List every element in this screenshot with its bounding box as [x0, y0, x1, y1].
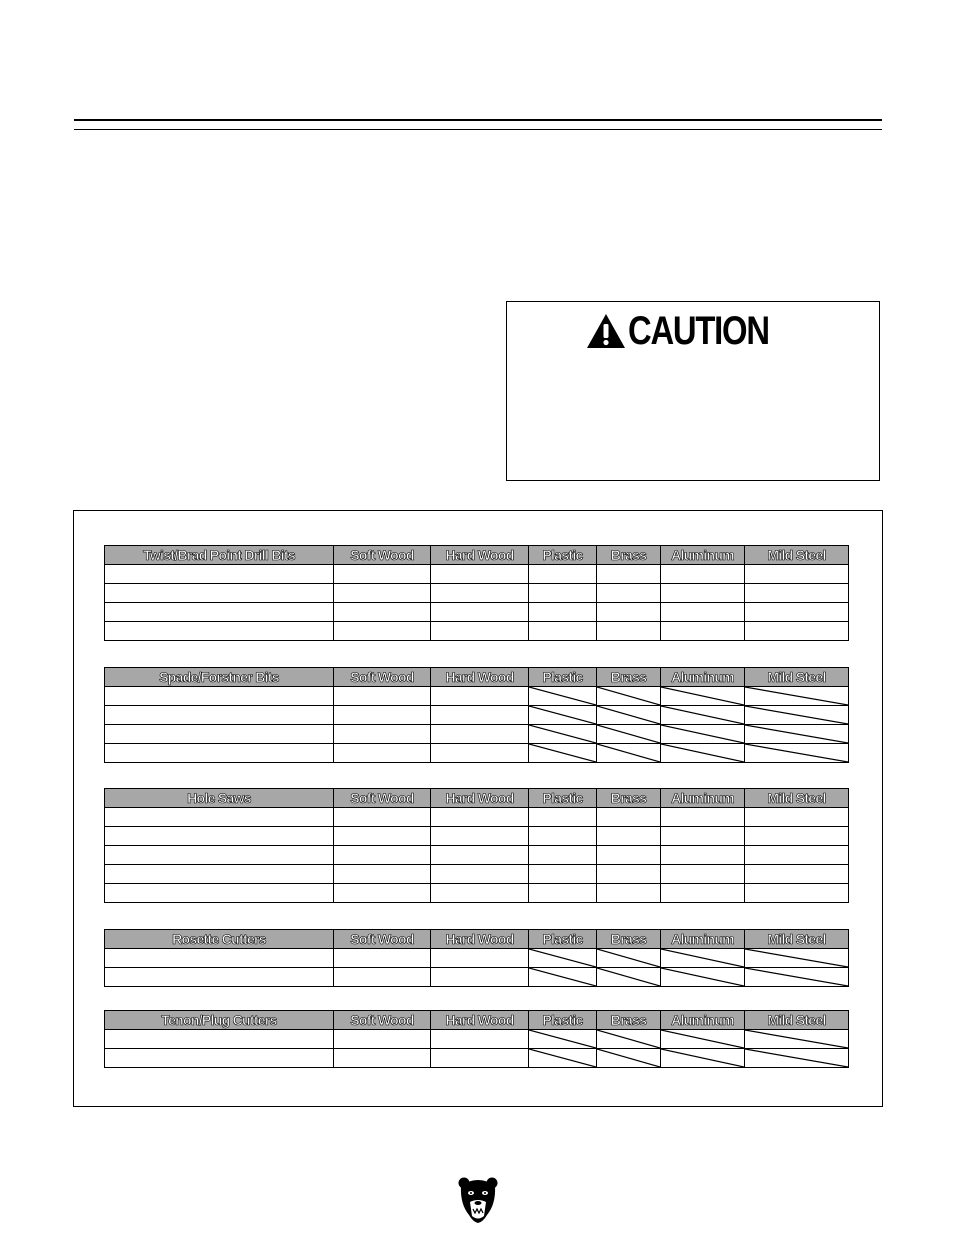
- speed-cell: [597, 865, 661, 884]
- slash-mark: [745, 687, 848, 705]
- speed-cell: [334, 884, 431, 903]
- col-header-mild-steel: Mild Steel: [745, 668, 849, 687]
- not-applicable-cell: [745, 1049, 849, 1068]
- col-header-hard-wood: Hard Wood: [431, 1011, 529, 1030]
- col-header-aluminum: Aluminum: [661, 930, 745, 949]
- table-header-row: [105, 1011, 849, 1030]
- speed-cell: [431, 706, 529, 725]
- col-header-aluminum: Aluminum: [661, 546, 745, 565]
- header-rule-thin: [74, 129, 882, 130]
- size-cell: [105, 603, 334, 622]
- speed-cell: [529, 827, 597, 846]
- not-applicable-cell: [529, 687, 597, 706]
- speed-cell: [529, 565, 597, 584]
- table-row: [105, 1030, 849, 1049]
- table-row: [105, 949, 849, 968]
- not-applicable-cell: [597, 706, 661, 725]
- slash-mark: [661, 687, 744, 705]
- size-cell: [105, 622, 334, 641]
- slash-mark: [661, 725, 744, 743]
- size-cell: [105, 565, 334, 584]
- col-header-brass: Brass: [597, 668, 661, 687]
- slash-mark: [529, 1049, 596, 1067]
- slash-mark: [529, 949, 596, 967]
- table-row: [105, 846, 849, 865]
- speed-cell: [661, 584, 745, 603]
- speed-cell: [334, 622, 431, 641]
- col-header-mild-steel: Mild Steel: [745, 789, 849, 808]
- slash-mark: [597, 725, 660, 743]
- speed-cell: [431, 744, 529, 763]
- not-applicable-cell: [529, 1049, 597, 1068]
- not-applicable-cell: [745, 949, 849, 968]
- size-cell: [105, 1049, 334, 1068]
- not-applicable-cell: [661, 968, 745, 987]
- slash-mark: [597, 968, 660, 986]
- table-row: [105, 1049, 849, 1068]
- table-header-row: [105, 930, 849, 949]
- speed-cell: [661, 865, 745, 884]
- speed-cell: [597, 622, 661, 641]
- col-header-soft-wood: Soft Wood: [334, 668, 431, 687]
- not-applicable-cell: [745, 744, 849, 763]
- col-header-hard-wood: Hard Wood: [431, 546, 529, 565]
- speed-table-rosette-cutters: [104, 929, 849, 987]
- speed-cell: [597, 584, 661, 603]
- slash-mark: [597, 1030, 660, 1048]
- bear-head-logo: [457, 1176, 499, 1224]
- size-cell: [105, 687, 334, 706]
- speed-cell: [597, 565, 661, 584]
- slash-mark: [661, 706, 744, 724]
- size-cell: [105, 725, 334, 744]
- speed-cell: [529, 622, 597, 641]
- slash-mark: [661, 1030, 744, 1048]
- tool-header: Rosette Cutters: [105, 930, 334, 949]
- not-applicable-cell: [745, 687, 849, 706]
- col-header-plastic: Plastic: [529, 668, 597, 687]
- slash-mark: [745, 744, 848, 762]
- table-row: [105, 706, 849, 725]
- slash-mark: [661, 968, 744, 986]
- not-applicable-cell: [661, 687, 745, 706]
- not-applicable-cell: [529, 725, 597, 744]
- not-applicable-cell: [597, 968, 661, 987]
- speed-cell: [745, 865, 849, 884]
- speed-cell: [661, 884, 745, 903]
- table-row: [105, 725, 849, 744]
- table-row: [105, 744, 849, 763]
- speed-cell: [334, 827, 431, 846]
- size-cell: [105, 968, 334, 987]
- speed-cell: [334, 725, 431, 744]
- slash-mark: [745, 968, 848, 986]
- col-header-plastic: Plastic: [529, 546, 597, 565]
- col-header-hard-wood: Hard Wood: [431, 789, 529, 808]
- speed-cell: [334, 744, 431, 763]
- table-row: [105, 584, 849, 603]
- size-cell: [105, 865, 334, 884]
- not-applicable-cell: [597, 687, 661, 706]
- speed-cell: [661, 603, 745, 622]
- not-applicable-cell: [597, 1049, 661, 1068]
- col-header-brass: Brass: [597, 1011, 661, 1030]
- table-row: [105, 565, 849, 584]
- col-header-hard-wood: Hard Wood: [431, 668, 529, 687]
- speed-cell: [334, 565, 431, 584]
- speed-cell: [529, 603, 597, 622]
- table-row: [105, 884, 849, 903]
- not-applicable-cell: [745, 706, 849, 725]
- col-header-plastic: Plastic: [529, 930, 597, 949]
- speed-cell: [334, 865, 431, 884]
- not-applicable-cell: [529, 706, 597, 725]
- speed-table-twist-brad: [104, 545, 849, 641]
- tool-header: Twist/Brad Point Drill Bits: [105, 546, 334, 565]
- col-header-aluminum: Aluminum: [661, 668, 745, 687]
- table-header-row: [105, 668, 849, 687]
- slash-mark: [661, 744, 744, 762]
- speed-table-tenon-plug-cutters: [104, 1010, 849, 1068]
- size-cell: [105, 584, 334, 603]
- not-applicable-cell: [597, 1030, 661, 1049]
- speed-cell: [745, 884, 849, 903]
- col-header-brass: Brass: [597, 930, 661, 949]
- tool-header: Spade/Forstner Bits: [105, 668, 334, 687]
- speed-cell: [597, 827, 661, 846]
- table-row: [105, 968, 849, 987]
- slash-mark: [529, 968, 596, 986]
- speed-cell: [745, 603, 849, 622]
- speed-cell: [431, 846, 529, 865]
- not-applicable-cell: [529, 1030, 597, 1049]
- speed-cell: [745, 827, 849, 846]
- speed-cell: [661, 808, 745, 827]
- speed-cell: [529, 846, 597, 865]
- speed-cell: [745, 808, 849, 827]
- speed-cell: [334, 949, 431, 968]
- speed-cell: [745, 846, 849, 865]
- slash-mark: [745, 1030, 848, 1048]
- caution-label: CAUTION: [628, 309, 769, 353]
- speed-cell: [529, 884, 597, 903]
- speed-cell: [334, 584, 431, 603]
- size-cell: [105, 846, 334, 865]
- speed-cell: [661, 565, 745, 584]
- slash-mark: [529, 687, 596, 705]
- not-applicable-cell: [745, 1030, 849, 1049]
- speed-cell: [661, 827, 745, 846]
- table-row: [105, 865, 849, 884]
- speed-cell: [334, 1030, 431, 1049]
- slash-mark: [597, 744, 660, 762]
- speed-cell: [431, 884, 529, 903]
- size-cell: [105, 744, 334, 763]
- col-header-mild-steel: Mild Steel: [745, 546, 849, 565]
- speed-cell: [745, 565, 849, 584]
- col-header-plastic: Plastic: [529, 1011, 597, 1030]
- speed-cell: [334, 687, 431, 706]
- slash-mark: [745, 1049, 848, 1067]
- size-cell: [105, 949, 334, 968]
- speed-cell: [334, 603, 431, 622]
- speed-cell: [334, 808, 431, 827]
- col-header-soft-wood: Soft Wood: [334, 789, 431, 808]
- not-applicable-cell: [597, 744, 661, 763]
- speed-cell: [334, 706, 431, 725]
- slash-mark: [661, 1049, 744, 1067]
- speed-cell: [661, 846, 745, 865]
- speed-cell: [431, 725, 529, 744]
- slash-mark: [529, 706, 596, 724]
- speed-cell: [661, 622, 745, 641]
- speed-cell: [529, 865, 597, 884]
- size-cell: [105, 884, 334, 903]
- table-row: [105, 622, 849, 641]
- slash-mark: [745, 725, 848, 743]
- col-header-hard-wood: Hard Wood: [431, 930, 529, 949]
- slash-mark: [597, 687, 660, 705]
- table-header-row: [105, 789, 849, 808]
- col-header-mild-steel: Mild Steel: [745, 1011, 849, 1030]
- speed-cell: [745, 584, 849, 603]
- not-applicable-cell: [529, 744, 597, 763]
- table-row: [105, 827, 849, 846]
- speed-cell: [431, 622, 529, 641]
- slash-mark: [529, 1030, 596, 1048]
- table-header-row: [105, 546, 849, 565]
- slash-mark: [597, 706, 660, 724]
- not-applicable-cell: [661, 949, 745, 968]
- col-header-brass: Brass: [597, 789, 661, 808]
- not-applicable-cell: [597, 725, 661, 744]
- speed-cell: [431, 808, 529, 827]
- caution-box: [506, 301, 880, 481]
- col-header-aluminum: Aluminum: [661, 1011, 745, 1030]
- col-header-soft-wood: Soft Wood: [334, 1011, 431, 1030]
- slash-mark: [529, 744, 596, 762]
- speed-cell: [431, 687, 529, 706]
- header-rule-thick: [74, 119, 882, 121]
- caution-header: [507, 310, 879, 352]
- warning-triangle-icon: [586, 313, 626, 349]
- size-cell: [105, 706, 334, 725]
- size-cell: [105, 1030, 334, 1049]
- slash-mark: [597, 1049, 660, 1067]
- not-applicable-cell: [745, 968, 849, 987]
- speed-table-spade-forstner: [104, 667, 849, 763]
- col-header-plastic: Plastic: [529, 789, 597, 808]
- table-row: [105, 808, 849, 827]
- tool-header: Tenon/Plug Cutters: [105, 1011, 334, 1030]
- col-header-brass: Brass: [597, 546, 661, 565]
- speed-cell: [431, 1030, 529, 1049]
- not-applicable-cell: [661, 706, 745, 725]
- table-row: [105, 687, 849, 706]
- not-applicable-cell: [745, 725, 849, 744]
- not-applicable-cell: [529, 968, 597, 987]
- col-header-soft-wood: Soft Wood: [334, 546, 431, 565]
- speed-cell: [529, 808, 597, 827]
- col-header-aluminum: Aluminum: [661, 789, 745, 808]
- speed-cell: [431, 968, 529, 987]
- speed-table-hole-saws: [104, 788, 849, 903]
- speed-cell: [431, 827, 529, 846]
- not-applicable-cell: [661, 744, 745, 763]
- not-applicable-cell: [529, 949, 597, 968]
- not-applicable-cell: [661, 1030, 745, 1049]
- table-row: [105, 603, 849, 622]
- speed-cell: [334, 968, 431, 987]
- col-header-mild-steel: Mild Steel: [745, 930, 849, 949]
- slash-mark: [745, 949, 848, 967]
- speed-cell: [597, 846, 661, 865]
- speed-cell: [529, 584, 597, 603]
- speed-cell: [597, 808, 661, 827]
- col-header-soft-wood: Soft Wood: [334, 930, 431, 949]
- speed-cell: [431, 949, 529, 968]
- slash-mark: [529, 725, 596, 743]
- speed-cell: [597, 603, 661, 622]
- slash-mark: [661, 949, 744, 967]
- slash-mark: [597, 949, 660, 967]
- size-cell: [105, 808, 334, 827]
- speed-cell: [431, 865, 529, 884]
- slash-mark: [745, 706, 848, 724]
- speed-cell: [431, 1049, 529, 1068]
- speed-cell: [334, 846, 431, 865]
- speed-cell: [334, 1049, 431, 1068]
- speed-cell: [597, 884, 661, 903]
- size-cell: [105, 827, 334, 846]
- speed-cell: [431, 584, 529, 603]
- not-applicable-cell: [661, 1049, 745, 1068]
- not-applicable-cell: [661, 725, 745, 744]
- speed-cell: [745, 622, 849, 641]
- speed-cell: [431, 565, 529, 584]
- not-applicable-cell: [597, 949, 661, 968]
- speed-cell: [431, 603, 529, 622]
- tool-header: Hole Saws: [105, 789, 334, 808]
